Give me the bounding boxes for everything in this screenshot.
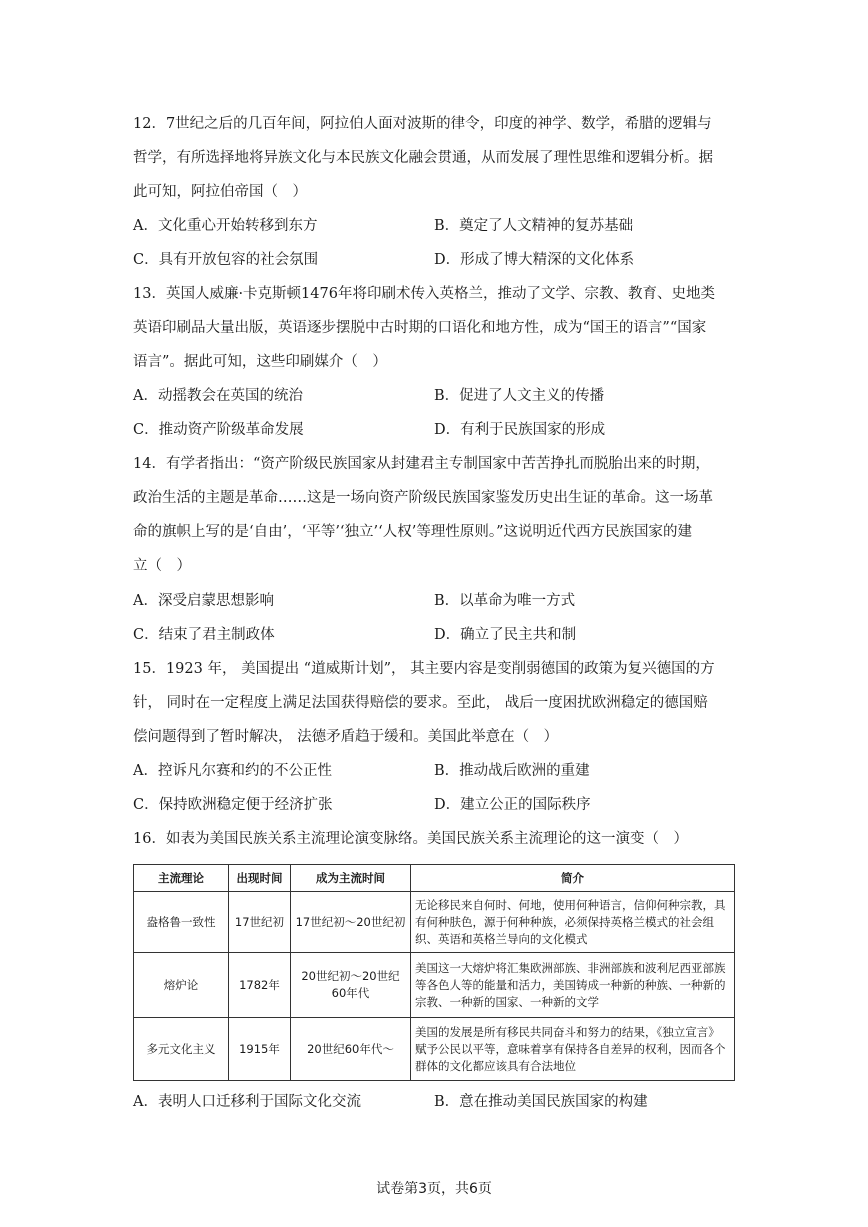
table-header-cell: 成为主流时间 [291,865,411,892]
q13-option-b[interactable]: B．促进了人文主义的传播 [434,388,605,404]
table-cell-appeared: 1782年 [229,953,291,1018]
q12-option-c[interactable]: C．具有开放包容的社会氛围 [133,252,319,268]
q15-stem-line-1: 15．1923 年， 美国提出 “道威斯计划”， 其主要内容是变削弱德国的政策为复兴德国的方 [133,661,715,677]
q14-option-a[interactable]: A．深受启蒙思想影响 [133,593,274,609]
table-cell-summary: 美国这一大熔炉将汇集欧洲部族、非洲部族和波利尼西亚部族等各色人等的能量和活力，美国铸成一种新的种族、一种新的宗教、一种新的国家、一种新的文学 [411,953,735,1018]
q14-stem-line-2: 政治生活的主题是革命……这是一场向资产阶级民族国家鉴发历史出生证的革命。这一场革 [133,490,713,506]
table-cell-theory: 盎格鲁一致性 [134,892,229,953]
q13-option-d[interactable]: D．有利于民族国家的形成 [434,422,606,438]
table-cell-summary: 美国的发展是所有移民共同奋斗和努力的结果，《独立宣言》赋予公民以平等，意味着享有保持各自差异的权利，因而各个群体的文化都应该具有合法地位 [411,1018,735,1081]
q14-stem-line-4: 立（ ） [133,558,191,574]
q12-stem-line-2: 哲学，有所选择地将异族文化与本民族文化融会贯通，从而发展了理性思维和逻辑分析。据 [133,150,713,166]
q16-stem-line-1: 16．如表为美国民族关系主流理论演变脉络。美国民族关系主流理论的这一演变（ ） [133,831,688,847]
q15-option-d[interactable]: D．建立公正的国际秩序 [434,797,591,813]
q12-stem-line-3: 此可知，阿拉伯帝国（ ） [133,184,307,200]
q15-option-a[interactable]: A．控诉凡尔赛和约的不公正性 [133,763,332,779]
q12-stem-line-1: 12．7世纪之后的几百年间，阿拉伯人面对波斯的律令，印度的神学、数学，希腊的逻辑与 [133,116,712,132]
q14-option-c[interactable]: C．结束了君主制政体 [133,627,275,643]
q15-stem-line-2: 针， 同时在一定程度上满足法国获得赔偿的要求。至此， 战后一度困扰欧洲稳定的德国赔 [133,695,708,711]
table-cell-appeared: 17世纪初 [229,892,291,953]
table-cell-mainstream: 20世纪初～20世纪60年代 [291,953,411,1018]
table-cell-appeared: 1915年 [229,1018,291,1081]
q15-option-c[interactable]: C．保持欧洲稳定便于经济扩张 [133,797,333,813]
q15-stem-line-3: 偿问题得到了暂时解决， 法德矛盾趋于缓和。美国此举意在（ ） [133,729,559,745]
table-header-cell: 出现时间 [229,865,291,892]
table-header-cell: 主流理论 [134,865,229,892]
table-row [134,953,735,1018]
q13-stem-line-2: 英语印刷品大量出版，英语逐步摆脱中古时期的口语化和地方性，成为“国王的语言”“国家 [133,320,707,336]
q14-option-b[interactable]: B．以革命为唯一方式 [434,593,576,609]
table-cell-mainstream: 17世纪初～20世纪初 [291,892,411,953]
q14-option-d[interactable]: D．确立了民主共和制 [434,627,577,643]
q16-option-a[interactable]: A．表明人口迁移利于国际文化交流 [133,1094,361,1110]
q14-stem-line-1: 14．有学者指出：“资产阶级民族国家从封建君主专制国家中苦苦挣扎而脱胎出来的时期， [133,456,710,472]
q13-stem-line-1: 13．英国人威廉·卡克斯顿1476年将印刷术传入英格兰，推动了文学、宗教、教育、史地类 [133,286,715,302]
q15-option-b[interactable]: B．推动战后欧洲的重建 [434,763,590,779]
table-row [134,892,735,953]
q13-option-c[interactable]: C．推动资产阶级革命发展 [133,422,304,438]
q13-option-a[interactable]: A．动摇教会在英国的统治 [133,388,303,404]
q12-option-a[interactable]: A．文化重心开始转移到东方 [133,218,318,234]
q14-stem-line-3: 命的旗帜上写的是‘自由’，‘平等’‘独立’‘人权’等理性原则。”这说明近代西方民族国家的建 [133,524,693,540]
q12-option-d[interactable]: D．形成了博大精深的文化体系 [434,252,635,268]
table-header-row [134,865,735,892]
table-cell-theory: 熔炉论 [134,953,229,1018]
table-cell-mainstream: 20世纪60年代～ [291,1018,411,1081]
q12-option-b[interactable]: B．奠定了人文精神的复苏基础 [434,218,634,234]
table-row [134,1018,735,1081]
table-cell-theory: 多元文化主义 [134,1018,229,1081]
ethnic-theory-table [133,864,735,1081]
q16-option-b[interactable]: B．意在推动美国民族国家的构建 [434,1094,648,1110]
table-header-cell: 简介 [411,865,735,892]
table-cell-summary: 无论移民来自何时、何地，使用何种语言，信仰何种宗教，具有何种肤色，源于何种种族，必须保持英格兰模式的社会组织、英语和英格兰导向的文化模式 [411,892,735,953]
q13-stem-line-3: 语言”。据此可知，这些印刷媒介（ ） [133,354,387,370]
page-footer: 试卷第3页，共6页 [376,1181,492,1197]
